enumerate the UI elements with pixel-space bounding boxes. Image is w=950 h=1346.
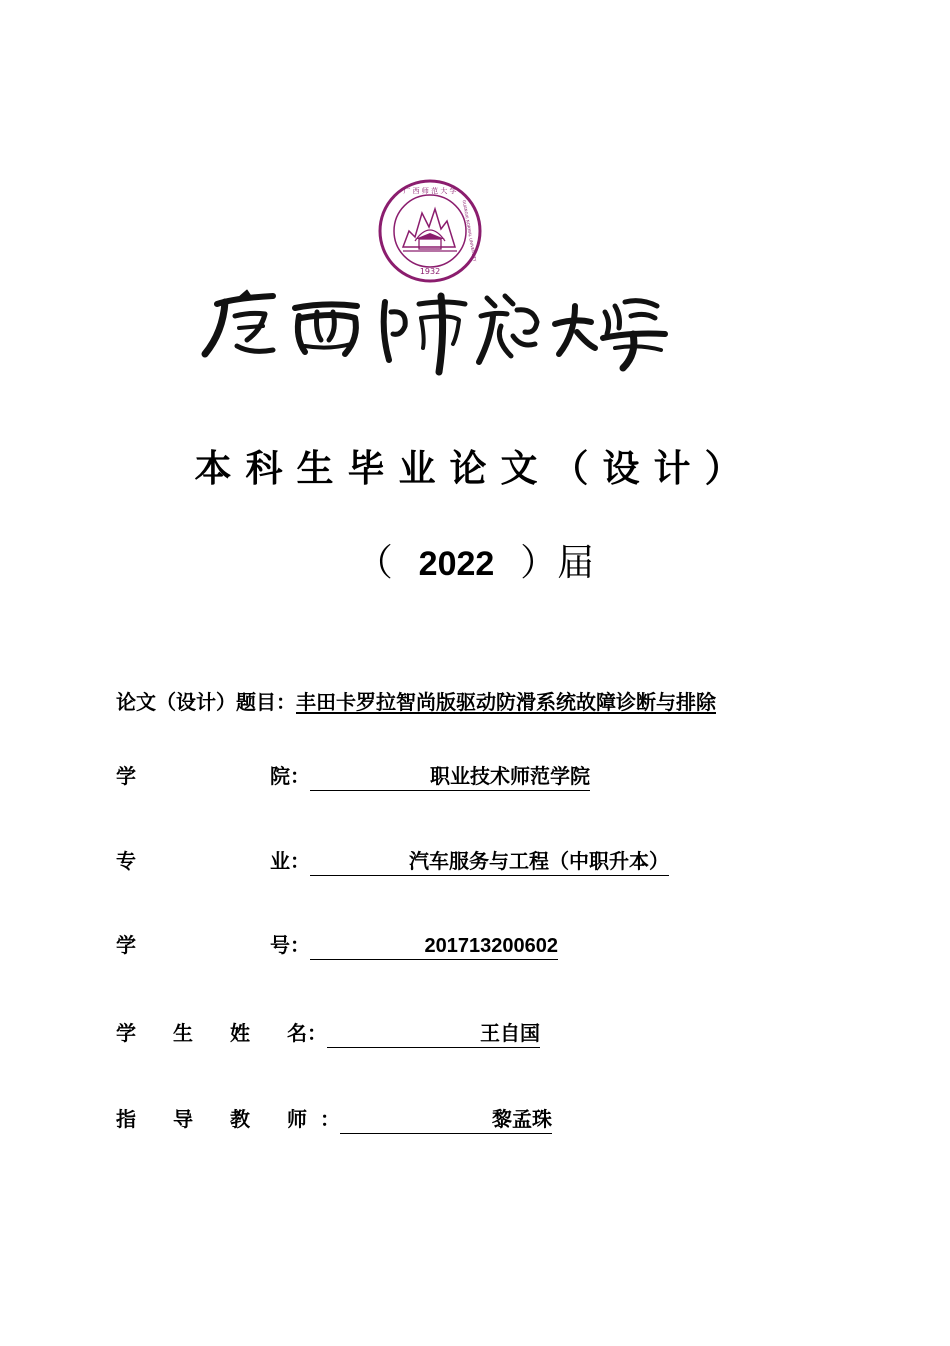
student-id-row <box>116 929 558 960</box>
topic-row <box>116 686 716 715</box>
student-id-label-2: 号： <box>270 933 310 957</box>
major-label-1: 专 <box>116 849 136 873</box>
advisor-label-char-4: 师 <box>287 1107 307 1131</box>
student-name-value: 王自国 <box>327 1017 540 1048</box>
university-seal-logo <box>375 179 485 285</box>
year-close-suffix: ）届 <box>520 541 595 584</box>
college-row <box>116 760 590 791</box>
year-open-paren: （ <box>355 541 393 584</box>
college-value: 职业技术师范学院 <box>310 760 590 791</box>
student-name-row <box>116 1017 540 1048</box>
student-label-char-3: 姓 <box>230 1021 250 1045</box>
major-value: 汽车服务与工程（中职升本） <box>310 845 669 876</box>
major-label-2: 业： <box>270 849 310 873</box>
document-title: 本科生毕业论文（设计） <box>194 447 756 490</box>
advisor-label-char-1: 指 <box>116 1107 136 1131</box>
student-id-value: 201713200602 <box>310 935 558 960</box>
student-label-char-1: 学 <box>116 1021 136 1045</box>
advisor-value: 黎孟珠 <box>340 1103 552 1134</box>
svg-text:广 西 师 范 大 学: 广 西 师 范 大 学 <box>403 187 457 195</box>
advisor-label-char-2: 导 <box>173 1107 193 1131</box>
student-label-char-2: 生 <box>173 1021 193 1045</box>
topic-label: 论文（设计）题目： <box>116 690 296 714</box>
university-name-calligraphy-logo <box>195 282 675 377</box>
graduation-year <box>0 532 950 586</box>
advisor-label-char-5: ： <box>320 1107 340 1131</box>
advisor-label-char-3: 教 <box>230 1107 250 1131</box>
major-row <box>116 845 669 876</box>
student-id-label-1: 学 <box>116 933 136 957</box>
year-value: 2022 <box>418 545 495 583</box>
seal-year: 1932 <box>419 267 441 276</box>
college-label-2: 院： <box>270 764 310 788</box>
student-label-char-4: 名： <box>287 1021 327 1045</box>
advisor-row <box>116 1103 552 1134</box>
college-label-1: 学 <box>116 764 136 788</box>
topic-value: 丰田卡罗拉智尚版驱动防滑系统故障诊断与排除 <box>296 690 716 714</box>
svg-text:GUANGXI NORMAL UNIVERSITY: GUANGXI NORMAL UNIVERSITY <box>461 199 478 262</box>
